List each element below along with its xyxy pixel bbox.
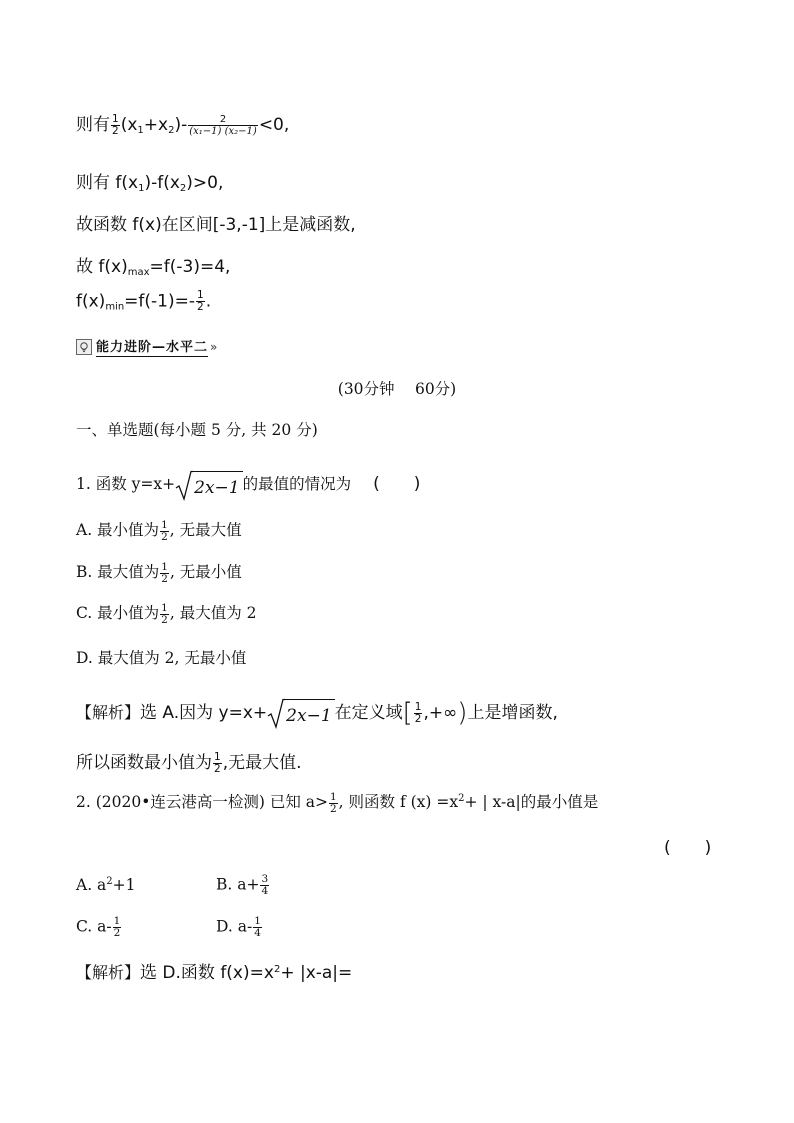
answer-blank: ( ) — [664, 838, 712, 858]
option-c: C. 最小值为 $\frac{1}{2}$ , 最大值为 2 — [76, 601, 257, 626]
answer-blank: ( ) — [373, 474, 421, 494]
option-c: C. a- $\frac{1}{2}$ — [76, 915, 121, 939]
sqrt-radical: 2x−1 — [267, 696, 334, 730]
section-header — [76, 336, 217, 357]
fraction-half: $\frac{1}{2}$ — [214, 750, 221, 775]
derivation-line-3: 故函数 f(x)在区间[-3,-1]上是减函数, — [76, 215, 356, 235]
analysis-1-line-1: 【解析】选 A.因为 y=x+ 2x−1 在定义域[ $\frac{1}{2}$ ,+∞)上是增函数, — [76, 698, 558, 728]
fraction-product: $\frac{2}{\text{(x₁−1) (x₂−1)}}$ — [189, 113, 257, 137]
question-2-stem: 2. (2020•连云港高一检测) 已知 a> $\frac{1}{2}$ , 则函数 f $(x) =x^2+$ | x-a|的最小值是 — [76, 790, 599, 815]
text-prefix: 则有 — [76, 115, 110, 135]
fraction-half: $\frac{1}{2}$ — [161, 560, 168, 585]
analysis-2-line-1: 【解析】选 D.函数 $f(x)=x^2+ |x-a|=$ — [76, 963, 353, 983]
analysis-1-line-2: 所以函数最小值为 $\frac{1}{2}$ ,无最大值. — [76, 750, 302, 775]
option-b: B. 最大值为 $\frac{1}{2}$ , 无最小值 — [76, 560, 242, 585]
derivation-line-4: 故 $f(x)_{max}=f(-3)=4$, — [76, 257, 231, 278]
option-d: D. 最大值为 2, 无最小值 — [76, 649, 247, 667]
question-1-stem: 1. 函数 y=x+ 2x−1 的最值的情况为 ( ) — [76, 468, 420, 502]
sqrt-radical: 2x−1 — [175, 468, 242, 502]
section-label: 能力进阶—水平二 — [96, 336, 208, 357]
derivation-line-1: 则有 $\frac{1}{2}$ $(x_1+x_2)-$ $\frac{2}{\text{(x₁−1) (x₂−1)}}$ <0, — [76, 112, 290, 137]
option-b: B. a+ $\frac{3}{4}$ — [216, 873, 269, 897]
fraction-half: $\frac{1}{2}$ — [112, 112, 119, 137]
derivation-line-2: 则有 $f(x_1)-f(x_2)>0$, — [76, 173, 224, 194]
double-chevron-icon: » — [210, 339, 218, 354]
time-score: (30分钟 60分) — [337, 380, 457, 398]
derivation-line-5: $f(x)_{min}=f(-1)=-$ $\frac{1}{2}$ . — [76, 289, 212, 313]
fraction-half: $\frac{1}{2}$ — [197, 289, 204, 313]
option-a: A. 最小值为 $\frac{1}{2}$ , 无最大值 — [76, 518, 242, 543]
analysis-key: 【解析】 — [76, 963, 141, 982]
fraction-half: $\frac{1}{2}$ — [329, 790, 337, 815]
analysis-key: 【解析】 — [76, 703, 141, 722]
option-a: A. $a^2+1$ — [76, 876, 136, 894]
fraction-half: $\frac{1}{2}$ — [161, 601, 168, 626]
lightbulb-icon — [76, 339, 92, 355]
option-d: D. a- $\frac{1}{4}$ — [216, 915, 261, 939]
part-title: 一、单选题(每小题 5 分, 共 20 分) — [76, 421, 318, 439]
fraction-half: $\frac{1}{2}$ — [161, 518, 168, 543]
fraction-half: $\frac{1}{2}$ — [414, 700, 422, 725]
